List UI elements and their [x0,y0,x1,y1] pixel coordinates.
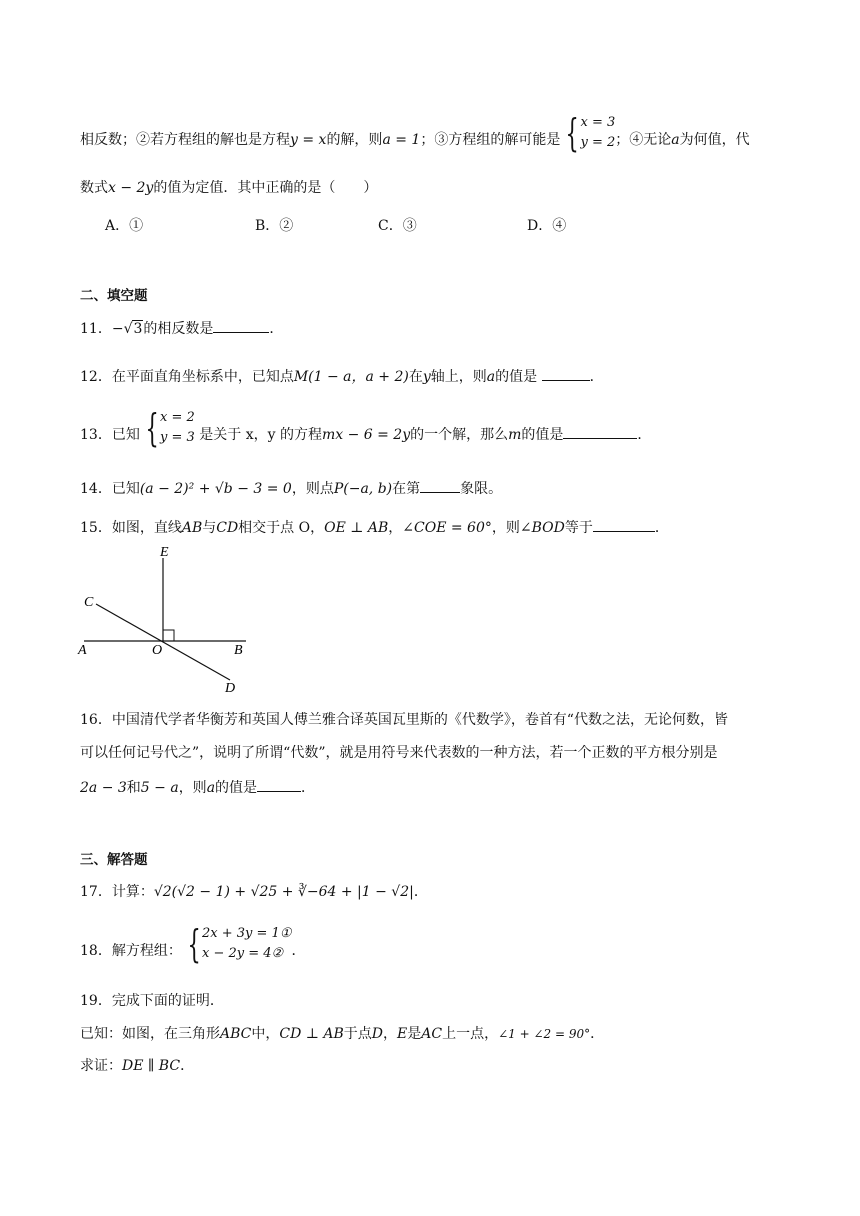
q14-text: 14．已知 [80,481,140,497]
q19-text: 已知：如图，在三角形 [80,1026,220,1042]
q14 [80,478,502,499]
q11-minus: − [111,321,124,337]
q11: 11．−√3的相反数是 ． [80,318,283,339]
q19-title: 19．完成下面的证明． [80,993,224,1009]
figure-15-diagram [70,540,270,700]
q17-expression: √2(√2 − 1) + √25 + ∛−64 + |1 − √2| [153,884,414,900]
q19-text: 中， [251,1026,280,1042]
q15-answer-blank[interactable] [593,517,655,532]
q15-end: ． [654,520,669,536]
q18-eq1: 2x + 3y = 1① [202,926,292,941]
label-d: D [225,681,236,696]
q16-end: ． [301,780,316,796]
q19-angle: ∠1 + ∠2 = 90° [498,1027,591,1041]
q19-point-d: D [371,1026,384,1042]
q10-line2 [80,178,377,198]
q15-text: 等于 [564,520,593,536]
label-c: C [84,595,94,610]
q19-text: 是 [407,1026,422,1042]
q10-text: ；③方程组的解可能是 [420,132,561,148]
q15-text: 15．如图，直线 [80,520,182,536]
option-d[interactable]: D．④ [527,218,567,234]
q19-text: 于点 [343,1026,372,1042]
q16-line1: 16．中国清代学者华衡芳和英国人傅兰雅合译英国瓦里斯的《代数学》，卷首有“代数之法，无论何数，皆 [80,712,728,728]
q13-text: 13．已知 [80,427,140,443]
q12 [80,366,604,387]
section-fill-blank-title: 二、填空题 [80,288,148,304]
q16-text: 的值是 [215,780,258,796]
q10-text: 数式 [80,180,108,196]
q14-text: 象限。 [460,481,503,497]
q15-ask: ∠BOD [519,520,565,536]
q10-text: 相反数；②若方程组的解也是方程 [80,132,290,148]
q13-system [140,408,195,448]
q13-answer-blank[interactable] [563,424,637,439]
q15-text: ，则 [491,520,520,536]
q18-system [182,924,292,964]
q16-line2: 可以任何记号代之”，说明了所谓“代数”，就是用符号来代表数的一种方法，若一个正数的平方根分别是 [80,745,718,761]
q12-var-a: a [486,369,496,385]
option-b[interactable]: B．② [255,218,294,234]
q18-end: ． [291,943,306,959]
q18 [80,922,306,966]
q17 [80,882,428,902]
q12-text: 的值是 [495,369,538,385]
q15-angle: ∠COE = 60° [402,520,492,536]
q10-a-value: a = 1 [382,132,421,148]
label-b: B [234,643,243,658]
brace-icon: { [145,406,159,450]
q15-text: 相交于点 O， [238,520,325,536]
q19-triangle: ABC [220,1026,252,1042]
q10-system [560,113,615,153]
q13 [80,406,652,450]
q19-parallel: DE ∥ BC [122,1058,181,1074]
q15-line-cd: CD [216,520,239,536]
q14-equation: (a − 2)² + √b − 3 = 0 [139,481,292,497]
q19-given [80,1024,604,1044]
label-o: O [152,643,163,658]
q16-text: ，则 [178,780,207,796]
q16-var-a: a [206,780,216,796]
q10-sys-y: y = 2 [580,135,616,150]
q12-text: 轴上，则 [430,369,487,385]
q11-radicand: 3 [133,321,143,337]
section-solve-title: 三、解答题 [80,852,148,868]
option-c[interactable]: C．③ [378,218,417,234]
right-angle-mark [163,630,174,641]
q13-end: ． [637,427,652,443]
q13-equation: mx − 6 = 2y [321,427,411,443]
brace-icon: { [565,111,580,155]
q10-expr: x − 2y [108,180,154,196]
label-e: E [160,545,169,560]
q15-perp: OE ⊥ AB [324,520,389,536]
q19-text: 求证： [80,1058,122,1074]
q11-answer-blank[interactable] [213,318,269,333]
q12-text: 12．在平面直角坐标系中，已知点 [80,369,294,385]
q16-text: 和 [126,780,141,796]
q18-text: 18．解方程组： [80,943,182,959]
q15-sep: ， [388,520,403,536]
q19-segment-ac: AC [421,1026,443,1042]
q19-perp: CD ⊥ AB [279,1026,344,1042]
q16-line3 [80,777,315,798]
label-a: A [78,643,87,658]
q19-point-e: E [397,1026,408,1042]
q11-number: 11． [80,321,112,337]
q19-end: ． [180,1058,195,1074]
q14-text: 在第 [392,481,421,497]
q10-text: ；④无论 [615,132,672,148]
q19-end: ． [590,1026,605,1042]
q15-text: 与 [202,520,217,536]
q16-answer-blank[interactable] [257,777,301,792]
q14-answer-blank[interactable] [420,478,460,493]
q12-end: ． [589,369,604,385]
q19-prove [80,1056,194,1076]
q12-answer-blank[interactable] [542,366,590,381]
q10-sys-x: x = 3 [580,115,616,130]
q10-text: 的值为定值．其中正确的是（ ） [153,180,378,196]
q19-text: ， [383,1026,398,1042]
q10-text: 为何值，代 [679,132,750,148]
q12-point: M(1 − a，a + 2) [293,369,409,385]
q19-text: 上一点， [442,1026,499,1042]
q13-sys-y: y = 3 [160,430,195,445]
q10-var-a: a [671,132,680,148]
q13-text: 是关于 x，y 的方程 [199,427,322,443]
q13-text: 的一个解，那么 [410,427,509,443]
q15 [80,517,669,538]
q13-var-m: m [508,427,522,443]
q10-line1 [80,111,750,155]
q15-line-ab: AB [181,520,203,536]
q13-sys-x: x = 2 [160,410,195,425]
q16-root1: 2a − 3 [80,780,127,796]
brace-icon: { [187,922,201,966]
q13-text: 的值是 [521,427,564,443]
q14-text: ，则点 [291,481,334,497]
q10-text: 的解，则 [326,132,383,148]
q11-end: ． [269,321,284,337]
q17-end: ． [413,884,428,900]
q17-text: 17．计算： [80,884,154,900]
q12-var-y: y [422,369,431,385]
q11-text: 的相反数是 [143,321,214,337]
q18-eq2: x − 2y = 4② [202,946,284,961]
q16-root2: 5 − a [140,780,179,796]
q10-eq-yx: y = x [290,132,327,148]
q12-text: 在 [408,369,423,385]
q14-point: P(−a, b) [333,481,393,497]
option-a[interactable]: A．① [105,218,144,234]
